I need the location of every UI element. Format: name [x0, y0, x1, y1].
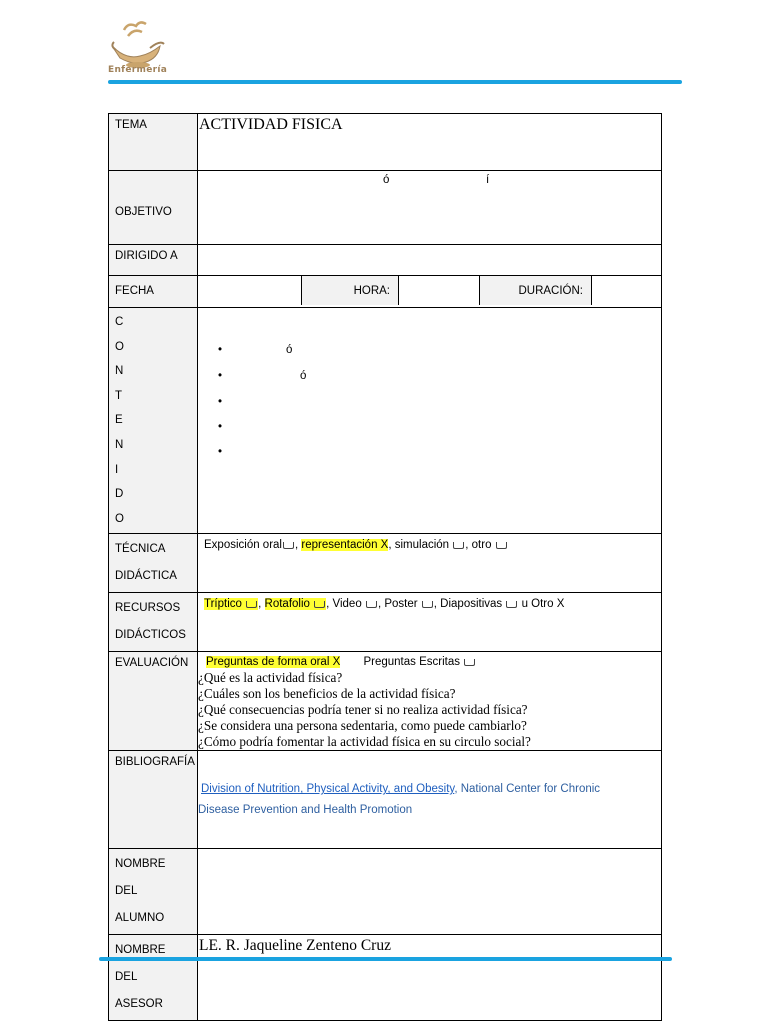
row-bibliografia: [109, 751, 662, 849]
label-letter: D: [115, 488, 124, 501]
label-letter: O: [115, 340, 124, 353]
checkbox-icon[interactable]: [246, 601, 257, 608]
option-otro[interactable]: u Otro X: [521, 598, 565, 611]
label-cell: [109, 114, 198, 171]
question-item: ¿Se considera una persona sedentaria, como puede cambiarlo?: [198, 718, 527, 734]
question-item: ¿Cómo podría fomentar la actividad física en su circulo social?: [198, 734, 531, 750]
recursos-cell: [198, 593, 662, 652]
label-evaluacion: EVALUACIÓN: [115, 657, 189, 670]
checkbox-icon[interactable]: [314, 601, 325, 608]
label-letter: T: [115, 389, 123, 402]
row-evaluacion: [109, 652, 662, 751]
label-cell: [109, 593, 198, 652]
value-cell[interactable]: [198, 245, 662, 276]
alumno-field[interactable]: [198, 849, 662, 935]
hora-label: HORA:: [302, 276, 399, 305]
checkbox-icon[interactable]: [422, 601, 433, 608]
label-cell: [109, 751, 198, 849]
label-asesor: [109, 935, 197, 1020]
logo-text: Enfermería: [108, 65, 168, 75]
fecha-subcells: [198, 276, 662, 308]
label-recursos: [109, 593, 197, 651]
tecnica-cell: [198, 534, 662, 593]
checkbox-icon[interactable]: [506, 601, 517, 608]
row-tecnica: [109, 534, 662, 593]
label-alumno: [109, 849, 197, 934]
checkbox-icon[interactable]: [496, 542, 507, 549]
contenido-list: [218, 338, 306, 465]
question-item: ¿Cuáles son los beneficios de la actividad física?: [198, 686, 456, 702]
objetivo-mark: ó: [383, 174, 390, 186]
option-triptico[interactable]: Tríptico: [204, 598, 258, 610]
bibliography-source-continued[interactable]: Disease Prevention and Health Promotion: [198, 804, 413, 817]
checkbox-icon[interactable]: [464, 659, 475, 666]
tema-value: ACTIVIDAD FISICA: [199, 116, 343, 133]
hora-field[interactable]: [399, 276, 480, 305]
bullet: •: [218, 446, 223, 458]
label-bibliografia: BIBLIOGRAFÍA: [115, 756, 195, 769]
label-line: DIDÁCTICOS: [115, 629, 186, 642]
label-letter: C: [115, 316, 124, 328]
option-poster[interactable]: , Poster: [377, 598, 418, 611]
option-rotafolio[interactable]: Rotafolio: [265, 598, 327, 610]
label-line: NOMBRE DEL: [115, 858, 166, 898]
label-line: DIDÁCTICA: [115, 570, 177, 583]
value-cell[interactable]: [198, 114, 662, 171]
contenido-cell[interactable]: [198, 308, 662, 534]
label-cell: [109, 276, 198, 308]
label-letter: O: [115, 512, 124, 525]
row-alumno: [109, 849, 662, 935]
label-cell: [109, 935, 198, 1021]
asesor-field[interactable]: [198, 935, 662, 1021]
question-item: ¿Qué es la actividad física?: [198, 670, 343, 686]
lesson-plan-table: [108, 113, 662, 1021]
list-item: [218, 440, 306, 465]
footer-divider: [99, 957, 672, 961]
row-tema: [109, 114, 662, 171]
option-preguntas-escritas[interactable]: Preguntas Escritas: [363, 656, 460, 669]
question-list: [198, 670, 661, 750]
checkbox-icon[interactable]: [366, 601, 377, 608]
option-representacion[interactable]: representación X: [301, 539, 389, 552]
option-exposicion[interactable]: Exposición oral: [204, 539, 282, 552]
label-objetivo: OBJETIVO: [115, 206, 172, 218]
checkbox-icon[interactable]: [453, 542, 464, 549]
label-cell: [109, 534, 198, 593]
label-letter: N: [115, 438, 124, 451]
label-dirigido: DIRIGIDO A: [115, 250, 178, 262]
duracion-label: DURACIÓN:: [480, 276, 592, 305]
list-item: [218, 390, 306, 415]
label-letter: N: [115, 365, 124, 378]
row-objetivo: [109, 171, 662, 245]
label-cell: [109, 308, 198, 534]
label-line: RECURSOS: [115, 602, 181, 615]
label-line: NOMBRE DEL: [115, 944, 166, 984]
bullet-text: ó: [300, 370, 307, 382]
value-cell[interactable]: [198, 171, 662, 245]
fecha-subtable: [198, 276, 661, 305]
label-line: ASESOR: [115, 998, 163, 1011]
label-letter: E: [115, 414, 123, 427]
bullet: •: [218, 344, 223, 356]
question-item: ¿Qué consecuencias podría tener si no realiza actividad física?: [198, 702, 528, 718]
label-line: ALUMNO: [115, 912, 165, 925]
label-fecha: FECHA: [115, 285, 154, 297]
label-cell: [109, 652, 198, 751]
row-dirigido: [109, 245, 662, 276]
objetivo-mark: í: [486, 174, 490, 186]
header-divider: [108, 80, 682, 84]
option-video[interactable]: , Video: [326, 598, 362, 611]
label-tema: TEMA: [115, 119, 147, 131]
row-recursos: [109, 593, 662, 652]
option-diapositivas[interactable]: , Diapositivas: [433, 598, 503, 611]
bibliography-source[interactable]: National Center for Chronic: [460, 783, 601, 796]
separator: ,: [454, 783, 458, 796]
label-cell: [109, 849, 198, 935]
list-item: [218, 364, 306, 390]
separator: ,: [258, 598, 262, 611]
bibliografia-cell: [198, 751, 662, 849]
list-item: [218, 338, 306, 364]
checkbox-icon[interactable]: [283, 542, 294, 549]
row-asesor: [109, 935, 662, 1021]
row-contenido: [109, 308, 662, 534]
duracion-field[interactable]: [592, 276, 662, 305]
option-otro[interactable]: , otro: [465, 539, 492, 552]
asesor-value: LE. R. Jaqueline Zenteno Cruz: [199, 937, 391, 955]
option-simulacion[interactable]: , simulación: [388, 539, 450, 552]
list-item: [218, 415, 306, 440]
label-contenido: [109, 308, 197, 533]
bullet: •: [218, 421, 223, 433]
fecha-field[interactable]: [198, 276, 302, 305]
option-preguntas-oral[interactable]: Preguntas de forma oral X: [206, 656, 341, 669]
row-fecha: [109, 276, 662, 308]
bullet-text: ó: [286, 344, 293, 356]
label-line: TÉCNICA: [115, 543, 166, 556]
bullet: •: [218, 396, 223, 408]
label-letter: I: [115, 463, 119, 476]
label-cell: [109, 171, 198, 245]
bibliography-link[interactable]: Division of Nutrition, Physical Activity, and Obesity: [201, 783, 455, 796]
separator: ,: [294, 539, 299, 552]
label-cell: [109, 245, 198, 276]
bullet: •: [218, 370, 223, 382]
label-tecnica: [109, 534, 197, 592]
evaluacion-cell: [198, 652, 662, 751]
